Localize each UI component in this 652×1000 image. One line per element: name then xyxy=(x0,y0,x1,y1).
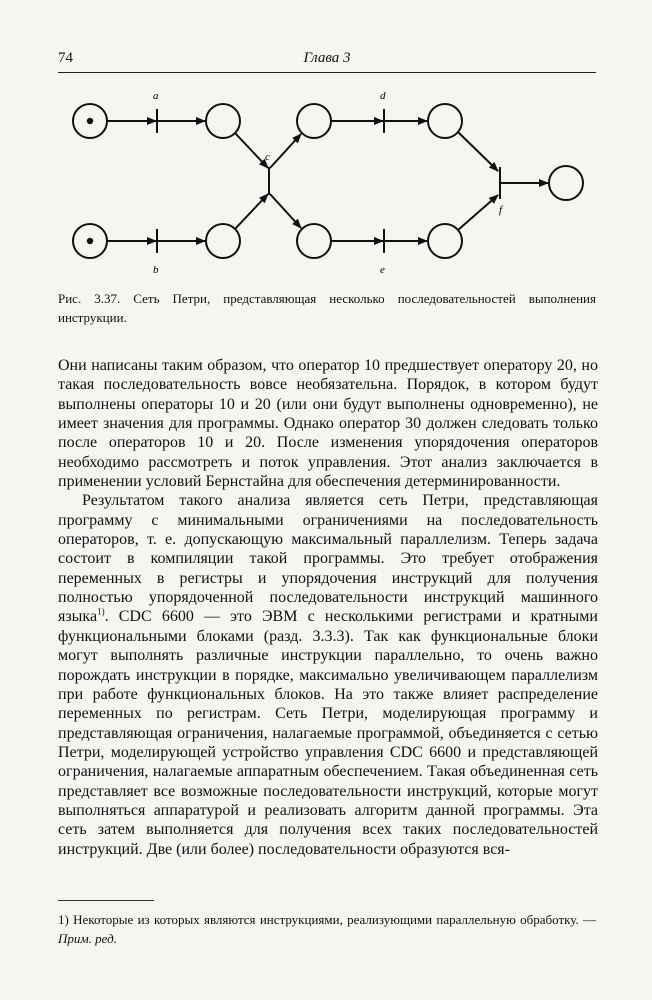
place-p3 xyxy=(297,104,331,138)
arc-c-p8 xyxy=(270,194,301,228)
petri-net-diagram xyxy=(58,80,598,290)
label-e: e xyxy=(380,264,385,276)
page-header xyxy=(58,50,596,72)
place-p4 xyxy=(428,104,462,138)
footnote-text: Некоторые из которых являются инструкциями, реализующими параллельную обработку. — xyxy=(68,912,596,927)
place-p7 xyxy=(206,224,240,258)
arc-p2-c xyxy=(235,133,268,168)
footnote-marker: 1) xyxy=(58,912,69,927)
label-b: b xyxy=(153,264,159,276)
arc-p7-c xyxy=(235,194,268,229)
paragraph-2-part-2: . CDC 6600 — это ЭВМ с несколькими регистрами и кратными функциональными блоками (разд. 3.3.3). Так как функциональные блоки могут выполнять различные инструкции параллельно, то очень важно порождать инструкции в порядке, максимально увеличивающем параллелизм при работе функциональных блоков. На это также влияет распределение переменных по регистрам. Сеть Петри, моделирующая программу и представляющая ограничения, налагаемые программой, объединяется с сетью Петри, моделирующей устройство управления CDC 6600 и представляющей ограничения, налагаемые аппаратным обеспечением. Такая объединенная сеть представляет все возможные последовательности инструкций, которые могут выполняться аппаратурой и реализовать алгоритм данной программы. Эта сеть затем выполняется для получения всех таких последовательностей инструкций. Две (или более) последовательности образуются вся- xyxy=(58,608,598,858)
footnote-rule xyxy=(58,900,154,901)
footnote-ref: 1) xyxy=(97,607,105,618)
label-a: a xyxy=(153,90,159,102)
arc-c-p3 xyxy=(270,134,301,168)
label-c: c xyxy=(265,151,270,163)
paragraph-2-part-1: Результатом такого анализа является сеть Петри, представляющая программу с минимальными ограничениями на последовательность операторов, т. е. допускающую максимальный параллелизм. Теперь задача состоит в компиляции такой программы. Это требует отображения переменных в регистры и упорядочения инструкций для получения полностью упорядоченной последовательности инструкций машинного языка xyxy=(58,492,598,626)
paragraph-2 xyxy=(58,491,598,859)
place-p2 xyxy=(206,104,240,138)
token-p1 xyxy=(87,118,93,124)
running-head: Глава 3 xyxy=(303,50,351,66)
footnote xyxy=(58,910,596,948)
paragraph-1: Они написаны таким образом, что оператор 10 предшествует оператору 20, но такая последовательность вовсе необязательна. Порядок, в котором будут выполнены операторы 10 и 20 (или они будут выполнены одновременно), не имеет значения для программы. Однако оператор 30 должен следовать только после операторов 10 и 20. После изменения упорядочения операторов необходимо рассмотреть и поток управления. Этот анализ заключается в применении условий Бернстайна для обеспечения детерминированности. xyxy=(58,357,598,491)
figure-caption: Рис. 3.37. Сеть Петри, представляющая несколько последовательностей выполнения инструкции. xyxy=(58,291,596,325)
arc-p4-f xyxy=(458,132,498,171)
place-p8 xyxy=(297,224,331,258)
place-p5 xyxy=(549,166,583,200)
label-d: d xyxy=(380,90,386,102)
token-p6 xyxy=(87,238,93,244)
label-f: f xyxy=(499,204,503,216)
place-p9 xyxy=(428,224,462,258)
header-rule xyxy=(58,72,596,73)
arc-p9-f xyxy=(458,195,498,230)
body-text xyxy=(58,356,598,859)
page-number: 74 xyxy=(58,50,73,66)
petri-net-figure xyxy=(58,80,598,290)
footnote-editor-note: Прим. ред. xyxy=(58,931,117,946)
